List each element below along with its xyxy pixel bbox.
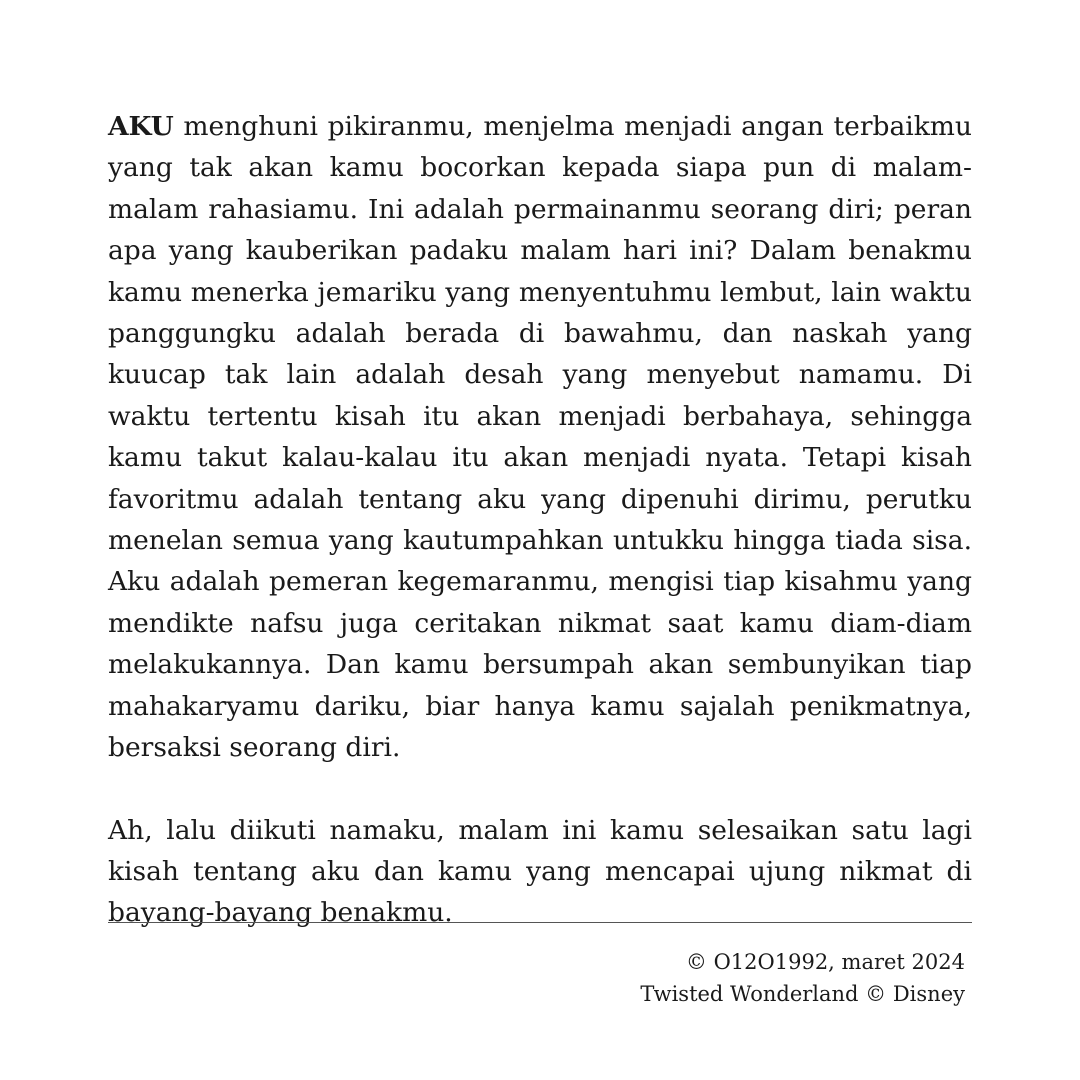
story-paragraph-2: Ah, lalu diikuti namaku, malam ini kamu selesaikan satu lagi kisah tentang aku dan kamu yang mencapai ujung nikmat di bayang-bayang benakmu.: [108, 814, 972, 929]
story-body: [108, 106, 972, 934]
lead-word: AKU: [108, 111, 174, 142]
story-paragraph-1: [108, 106, 972, 769]
paragraph-1-text: menghuni pikiranmu, menjelma menjadi angan terbaikmu yang tak akan kamu bocorkan kepada siapa pun di malam-malam rahasiamu. Ini adalah permainanmu seorang diri; peran apa yang kauberikan padaku malam hari ini? Dalam benakmu kamu menerka jemariku yang menyentuhmu lembut, lain waktu panggungku adalah berada di bawahmu, dan naskah yang kuucap tak lain adalah desah yang menyebut namamu. Di waktu tertentu kisah itu akan menjadi berbahaya, sehingga kamu takut kalau-kalau itu akan menjadi nyata. Tetapi kisah favoritmu adalah tentang aku yang dipenuhi dirimu, perutku menelan semua yang kautumpahkan untukku hingga tiada sisa. Aku adalah pemeran kegemaranmu, mengisi tiap kisahmu yang mendikte nafsu juga ceritakan nikmat saat kamu diam-diam melakukannya. Dan kamu bersumpah akan sembunyikan tiap mahakaryamu dariku, biar hanya kamu sajalah penikmatnya, bersaksi seorang diri.: [108, 111, 972, 764]
credits: [640, 946, 965, 1010]
author-credit: © O12O1992, maret 2024: [685, 950, 965, 974]
source-credit: Twisted Wonderland © Disney: [640, 982, 965, 1006]
footer-divider: [108, 922, 972, 923]
